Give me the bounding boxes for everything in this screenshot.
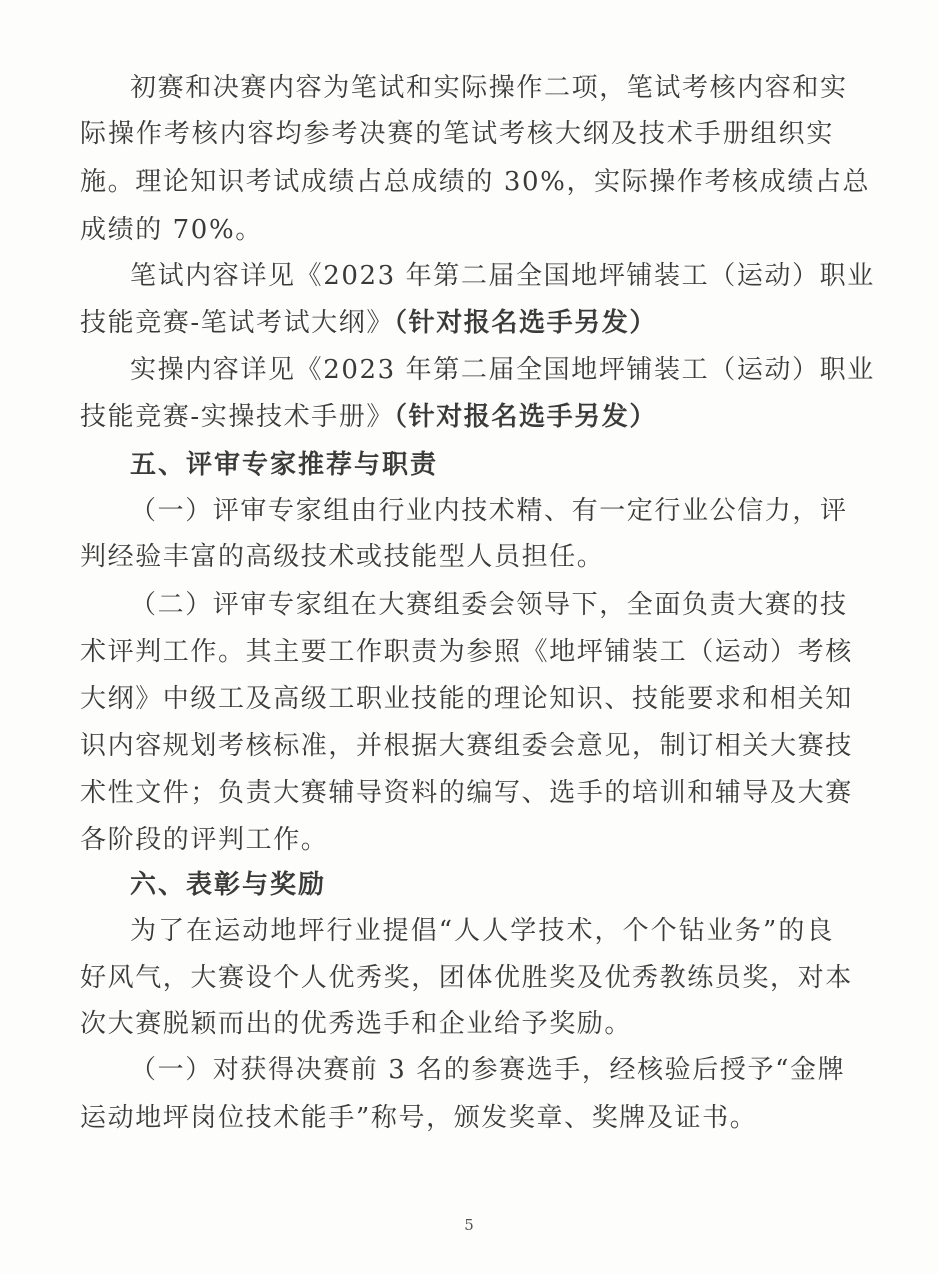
- paragraph-line: 笔试内容详见《2023 年第二届全国地坪铺装工（运动）职业: [130, 261, 875, 291]
- paragraph-line: 好风气，大赛设个人优秀奖，团体优胜奖及优秀教练员奖，对本: [80, 963, 853, 993]
- bold-note: （针对报名选手另发）: [394, 308, 658, 338]
- paragraph-line: （二）评审专家组在大赛组委会领导下，全面负责大赛的技: [130, 590, 848, 620]
- paragraph-line: 际操作考核内容均参考决赛的笔试考核大纲及技术手册组织实: [80, 119, 834, 149]
- paragraph-line: （一）评审专家组由行业内技术精、有一定行业公信力，评: [130, 496, 848, 526]
- paragraph-line: 初赛和决赛内容为笔试和实际操作二项，笔试考核内容和实: [130, 73, 848, 103]
- paragraph-line: 判经验丰富的高级技术或技能型人员担任。: [80, 542, 605, 572]
- paragraph-line: 次大赛脱颖而出的优秀选手和企业给予奖励。: [80, 1009, 633, 1039]
- paragraph-line: [80, 400, 834, 434]
- page-number: 5: [464, 1216, 474, 1234]
- paragraph-line: 识内容规划考核标准，并根据大赛组委会意见，制订相关大赛技: [80, 731, 853, 761]
- paragraph-line: 术性文件；负责大赛辅导资料的编写、选手的培训和辅导及大赛: [80, 778, 853, 808]
- paragraph-text: 技能竞赛-实操技术手册》: [80, 402, 394, 432]
- paragraph-line: [80, 306, 834, 340]
- section-heading: 六、表彰与奖励: [130, 870, 327, 900]
- paragraph-line: 施。理论知识考试成绩占总成绩的 30%，实际操作考核成绩占总: [80, 167, 871, 197]
- paragraph-text: 技能竞赛-笔试考试大纲》: [80, 308, 394, 338]
- paragraph-line: 各阶段的评判工作。: [80, 825, 329, 855]
- paragraph-line: 术评判工作。其主要工作职责为参照《地坪铺装工（运动）考核: [80, 637, 853, 667]
- paragraph-line: 大纲》中级工及高级工职业技能的理论知识、技能要求和相关知: [80, 684, 853, 714]
- paragraph-line: 成绩的 70%。: [80, 215, 263, 245]
- paragraph-line: （一）对获得决赛前 3 名的参赛选手，经核验后授予“金牌: [130, 1055, 846, 1085]
- section-heading: 五、评审专家推荐与职责: [130, 450, 439, 480]
- paragraph-line: 运动地坪岗位技术能手”称号，颁发奖章、奖牌及证书。: [80, 1103, 758, 1133]
- paragraph-line: 实操内容详见《2023 年第二届全国地坪铺装工（运动）职业: [130, 355, 875, 385]
- bold-note: （针对报名选手另发）: [394, 402, 658, 432]
- paragraph-line: 为了在运动地坪行业提倡“人人学技术，个个钻业务”的良: [130, 916, 834, 946]
